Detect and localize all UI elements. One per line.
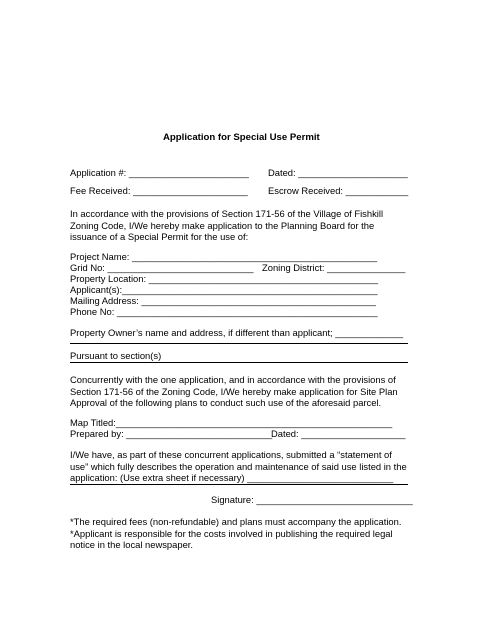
property-owner-field[interactable]: Property Owner’s name and address, if different than applicant; _____________ xyxy=(70,327,404,338)
form-title: Application for Special Use Permit xyxy=(163,132,320,143)
project-name-field[interactable]: Project Name: _______________________________________________ xyxy=(70,251,378,262)
owner-rule xyxy=(70,343,408,344)
phone-no-field[interactable]: Phone No: __________________________________________________ xyxy=(70,306,378,317)
dated-field[interactable]: Dated: _____________________ xyxy=(268,167,408,178)
prepared-by-field[interactable]: Prepared by: ____________________________ xyxy=(70,428,273,439)
property-location-field[interactable]: Property Location: ____________________________________________ xyxy=(70,273,379,284)
escrow-received-field[interactable]: Escrow Received: ____________ xyxy=(268,185,409,196)
grid-no-field[interactable]: Grid No: ____________________________ xyxy=(70,262,254,273)
map-titled-field[interactable]: Map Titled:_____________________________________________________ xyxy=(70,417,393,428)
statement-rule xyxy=(70,484,408,485)
note-line: notice in the local newspaper. xyxy=(70,539,193,550)
pursuant-label: Pursuant to section(s) xyxy=(70,350,162,361)
fee-received-field[interactable]: Fee Received: ______________________ xyxy=(70,185,248,196)
intro-paragraph xyxy=(70,208,410,243)
prepared-dated-field[interactable]: Dated: ____________________ xyxy=(271,428,406,439)
note-line: *Applicant is responsible for the costs involved in publishing the required legal xyxy=(70,527,393,539)
intro-line: Zoning Code, I/We hereby make application to the Planning Board for the xyxy=(70,219,375,231)
mailing-address-field[interactable]: Mailing Address: _____________________________________________ xyxy=(70,295,377,306)
pursuant-rule[interactable] xyxy=(70,362,408,363)
statement-line: use” which fully describes the operation and maintenance of said use listed in the xyxy=(70,460,407,472)
statement-line: I/We have, as part of these concurrent applications, submitted a “statement of xyxy=(70,449,392,460)
intro-line: In accordance with the provisions of Section 171-56 of the Village of Fishkill xyxy=(70,208,384,219)
signature-field[interactable]: Signature: ______________________________ xyxy=(211,494,413,505)
concurrent-line: Section 171-56 of the Zoning Code, I/We hereby make application for Site Plan xyxy=(70,385,398,397)
zoning-district-field[interactable]: Zoning District: _______________ xyxy=(262,262,406,273)
concurrent-paragraph xyxy=(70,374,410,409)
intro-line: issuance of a Special Permit for the use of: xyxy=(70,231,249,242)
statement-line[interactable]: application: (Use extra sheet if necessary) ____________________________ xyxy=(70,472,394,483)
note-line: *The required fees (non-refundable) and plans must accompany the application. xyxy=(70,516,402,527)
concurrent-line: Approval of the following plans to conduct such use of the aforesaid parcel. xyxy=(70,397,382,408)
applicants-field[interactable]: Applicant(s):_________________________________________________ xyxy=(70,284,378,295)
concurrent-line: Concurrently with the one application, and in accordance with the provisions of xyxy=(70,374,396,385)
notes xyxy=(70,516,415,551)
statement-paragraph xyxy=(70,449,410,484)
application-number-field[interactable]: Application #: _______________________ xyxy=(70,167,249,178)
